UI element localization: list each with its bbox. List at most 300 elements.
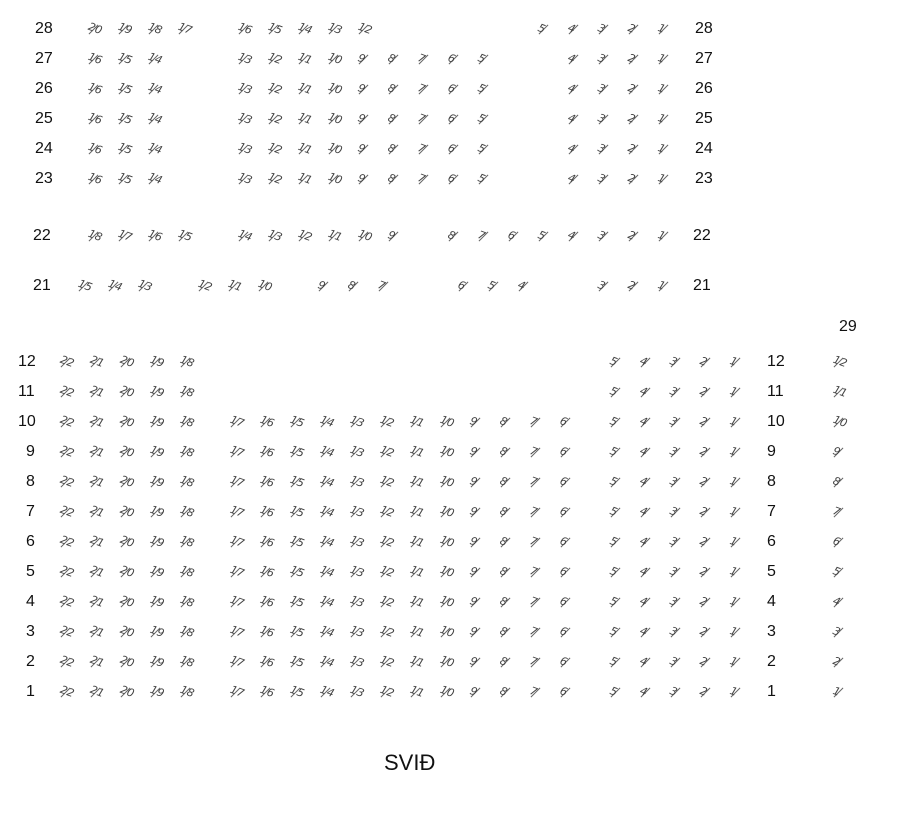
seat[interactable] — [605, 593, 629, 613]
seat[interactable] — [285, 533, 309, 553]
seat[interactable] — [115, 383, 139, 403]
seat[interactable] — [695, 533, 719, 553]
seat[interactable] — [323, 227, 347, 247]
seat[interactable] — [623, 170, 647, 190]
seat[interactable] — [143, 140, 167, 160]
seat[interactable] — [725, 353, 749, 373]
seat[interactable] — [233, 110, 257, 130]
seat[interactable] — [695, 563, 719, 583]
seat[interactable] — [285, 683, 309, 703]
seat[interactable] — [353, 170, 377, 190]
seat[interactable] — [725, 473, 749, 493]
seat[interactable] — [85, 413, 109, 433]
seat[interactable] — [293, 140, 317, 160]
seat[interactable] — [605, 683, 629, 703]
seat[interactable] — [435, 683, 459, 703]
seat[interactable] — [85, 623, 109, 643]
seat[interactable] — [725, 623, 749, 643]
seat[interactable] — [55, 473, 79, 493]
seat[interactable] — [383, 110, 407, 130]
seat[interactable] — [175, 383, 199, 403]
seat[interactable] — [555, 503, 579, 523]
seat[interactable] — [465, 563, 489, 583]
seat[interactable] — [175, 653, 199, 673]
seat[interactable] — [605, 563, 629, 583]
seat[interactable] — [473, 80, 497, 100]
seat[interactable] — [593, 140, 617, 160]
seat[interactable] — [323, 50, 347, 70]
seat[interactable] — [285, 563, 309, 583]
seat[interactable] — [175, 443, 199, 463]
seat[interactable] — [85, 533, 109, 553]
seat[interactable] — [653, 277, 677, 297]
seat[interactable] — [375, 533, 399, 553]
seat[interactable] — [695, 413, 719, 433]
seat[interactable] — [375, 563, 399, 583]
seat[interactable] — [375, 623, 399, 643]
seat[interactable] — [605, 653, 629, 673]
seat[interactable] — [525, 503, 549, 523]
seat[interactable] — [653, 110, 677, 130]
seat[interactable] — [635, 383, 659, 403]
seat[interactable] — [725, 593, 749, 613]
seat[interactable] — [145, 563, 169, 583]
seat[interactable] — [405, 683, 429, 703]
seat[interactable] — [315, 503, 339, 523]
seat[interactable] — [113, 80, 137, 100]
seat[interactable] — [623, 140, 647, 160]
seat[interactable] — [55, 623, 79, 643]
seat[interactable] — [665, 653, 689, 673]
seat[interactable] — [525, 653, 549, 673]
seat[interactable] — [725, 413, 749, 433]
seat[interactable] — [315, 443, 339, 463]
seat[interactable] — [465, 443, 489, 463]
seat[interactable] — [285, 503, 309, 523]
seat[interactable] — [483, 277, 507, 297]
seat[interactable] — [725, 563, 749, 583]
seat[interactable] — [665, 353, 689, 373]
seat[interactable] — [635, 623, 659, 643]
seat[interactable] — [345, 443, 369, 463]
seat[interactable] — [563, 20, 587, 40]
seat[interactable] — [255, 683, 279, 703]
seat[interactable] — [405, 443, 429, 463]
seat[interactable] — [653, 20, 677, 40]
seat[interactable] — [555, 683, 579, 703]
seat[interactable] — [115, 563, 139, 583]
seat[interactable] — [233, 50, 257, 70]
seat[interactable] — [85, 563, 109, 583]
seat[interactable] — [593, 170, 617, 190]
seat[interactable] — [828, 533, 852, 553]
seat[interactable] — [555, 593, 579, 613]
seat[interactable] — [233, 80, 257, 100]
seat[interactable] — [525, 593, 549, 613]
seat[interactable] — [465, 593, 489, 613]
seat[interactable] — [345, 653, 369, 673]
seat[interactable] — [323, 20, 347, 40]
seat[interactable] — [828, 443, 852, 463]
seat[interactable] — [315, 623, 339, 643]
seat[interactable] — [443, 227, 467, 247]
seat[interactable] — [525, 563, 549, 583]
seat[interactable] — [345, 563, 369, 583]
seat[interactable] — [405, 653, 429, 673]
seat[interactable] — [383, 140, 407, 160]
seat[interactable] — [225, 413, 249, 433]
seat[interactable] — [435, 653, 459, 673]
seat[interactable] — [143, 170, 167, 190]
seat[interactable] — [593, 110, 617, 130]
seat[interactable] — [353, 227, 377, 247]
seat[interactable] — [828, 623, 852, 643]
seat[interactable] — [555, 413, 579, 433]
seat[interactable] — [495, 593, 519, 613]
seat[interactable] — [563, 170, 587, 190]
seat[interactable] — [555, 443, 579, 463]
seat[interactable] — [175, 413, 199, 433]
seat[interactable] — [473, 227, 497, 247]
seat[interactable] — [495, 653, 519, 673]
seat[interactable] — [115, 413, 139, 433]
seat[interactable] — [495, 533, 519, 553]
seat[interactable] — [113, 170, 137, 190]
seat[interactable] — [175, 353, 199, 373]
seat[interactable] — [635, 593, 659, 613]
seat[interactable] — [473, 50, 497, 70]
seat[interactable] — [593, 277, 617, 297]
seat[interactable] — [145, 413, 169, 433]
seat[interactable] — [828, 383, 852, 403]
seat[interactable] — [225, 533, 249, 553]
seat[interactable] — [605, 413, 629, 433]
seat[interactable] — [623, 50, 647, 70]
seat[interactable] — [145, 473, 169, 493]
seat[interactable] — [143, 20, 167, 40]
seat[interactable] — [55, 533, 79, 553]
seat[interactable] — [85, 503, 109, 523]
seat[interactable] — [473, 110, 497, 130]
seat[interactable] — [623, 80, 647, 100]
seat[interactable] — [473, 140, 497, 160]
seat[interactable] — [405, 503, 429, 523]
seat[interactable] — [225, 653, 249, 673]
seat[interactable] — [373, 277, 397, 297]
seat[interactable] — [255, 623, 279, 643]
seat[interactable] — [145, 653, 169, 673]
seat[interactable] — [383, 170, 407, 190]
seat[interactable] — [555, 473, 579, 493]
seat[interactable] — [653, 80, 677, 100]
seat[interactable] — [225, 683, 249, 703]
seat[interactable] — [435, 593, 459, 613]
seat[interactable] — [353, 50, 377, 70]
seat[interactable] — [263, 170, 287, 190]
seat[interactable] — [563, 80, 587, 100]
seat[interactable] — [375, 443, 399, 463]
seat[interactable] — [85, 383, 109, 403]
seat[interactable] — [175, 473, 199, 493]
seat[interactable] — [113, 110, 137, 130]
seat[interactable] — [293, 227, 317, 247]
seat[interactable] — [665, 413, 689, 433]
seat[interactable] — [563, 227, 587, 247]
seat[interactable] — [145, 353, 169, 373]
seat[interactable] — [233, 227, 257, 247]
seat[interactable] — [665, 383, 689, 403]
seat[interactable] — [263, 140, 287, 160]
seat[interactable] — [465, 413, 489, 433]
seat[interactable] — [405, 473, 429, 493]
seat[interactable] — [555, 653, 579, 673]
seat[interactable] — [145, 593, 169, 613]
seat[interactable] — [635, 503, 659, 523]
seat[interactable] — [495, 623, 519, 643]
seat[interactable] — [285, 473, 309, 493]
seat[interactable] — [83, 227, 107, 247]
seat[interactable] — [828, 593, 852, 613]
seat[interactable] — [353, 80, 377, 100]
seat[interactable] — [323, 140, 347, 160]
seat[interactable] — [83, 50, 107, 70]
seat[interactable] — [495, 563, 519, 583]
seat[interactable] — [225, 503, 249, 523]
seat[interactable] — [85, 473, 109, 493]
seat[interactable] — [635, 413, 659, 433]
seat[interactable] — [605, 503, 629, 523]
seat[interactable] — [665, 503, 689, 523]
seat[interactable] — [605, 353, 629, 373]
seat[interactable] — [435, 623, 459, 643]
seat[interactable] — [175, 563, 199, 583]
seat[interactable] — [695, 623, 719, 643]
seat[interactable] — [405, 413, 429, 433]
seat[interactable] — [563, 50, 587, 70]
seat[interactable] — [353, 110, 377, 130]
seat[interactable] — [413, 80, 437, 100]
seat[interactable] — [593, 50, 617, 70]
seat[interactable] — [383, 227, 407, 247]
seat[interactable] — [55, 413, 79, 433]
seat[interactable] — [263, 20, 287, 40]
seat[interactable] — [315, 413, 339, 433]
seat[interactable] — [115, 443, 139, 463]
seat[interactable] — [375, 593, 399, 613]
seat[interactable] — [503, 227, 527, 247]
seat[interactable] — [695, 593, 719, 613]
seat[interactable] — [533, 227, 557, 247]
seat[interactable] — [695, 683, 719, 703]
seat[interactable] — [623, 110, 647, 130]
seat[interactable] — [175, 593, 199, 613]
seat[interactable] — [285, 443, 309, 463]
seat[interactable] — [175, 533, 199, 553]
seat[interactable] — [175, 503, 199, 523]
seat[interactable] — [255, 533, 279, 553]
seat[interactable] — [725, 443, 749, 463]
seat[interactable] — [828, 683, 852, 703]
seat[interactable] — [315, 533, 339, 553]
seat[interactable] — [83, 170, 107, 190]
seat[interactable] — [435, 443, 459, 463]
seat[interactable] — [725, 503, 749, 523]
seat[interactable] — [143, 110, 167, 130]
seat[interactable] — [635, 353, 659, 373]
seat[interactable] — [525, 473, 549, 493]
seat[interactable] — [525, 623, 549, 643]
seat[interactable] — [653, 170, 677, 190]
seat[interactable] — [133, 277, 157, 297]
seat[interactable] — [635, 683, 659, 703]
seat[interactable] — [405, 563, 429, 583]
seat[interactable] — [145, 683, 169, 703]
seat[interactable] — [255, 593, 279, 613]
seat[interactable] — [413, 170, 437, 190]
seat[interactable] — [605, 473, 629, 493]
seat[interactable] — [555, 623, 579, 643]
seat[interactable] — [253, 277, 277, 297]
seat[interactable] — [665, 443, 689, 463]
seat[interactable] — [55, 593, 79, 613]
seat[interactable] — [593, 20, 617, 40]
seat[interactable] — [495, 443, 519, 463]
seat[interactable] — [405, 593, 429, 613]
seat[interactable] — [828, 473, 852, 493]
seat[interactable] — [605, 383, 629, 403]
seat[interactable] — [635, 473, 659, 493]
seat[interactable] — [115, 593, 139, 613]
seat[interactable] — [323, 80, 347, 100]
seat[interactable] — [115, 653, 139, 673]
seat[interactable] — [593, 227, 617, 247]
seat[interactable] — [635, 533, 659, 553]
seat[interactable] — [345, 473, 369, 493]
seat[interactable] — [525, 533, 549, 553]
seat[interactable] — [83, 20, 107, 40]
seat[interactable] — [233, 140, 257, 160]
seat[interactable] — [223, 277, 247, 297]
seat[interactable] — [375, 473, 399, 493]
seat[interactable] — [465, 683, 489, 703]
seat[interactable] — [263, 80, 287, 100]
seat[interactable] — [695, 653, 719, 673]
seat[interactable] — [495, 503, 519, 523]
seat[interactable] — [145, 383, 169, 403]
seat[interactable] — [315, 563, 339, 583]
seat[interactable] — [563, 110, 587, 130]
seat[interactable] — [115, 533, 139, 553]
seat[interactable] — [605, 533, 629, 553]
seat[interactable] — [465, 623, 489, 643]
seat[interactable] — [435, 473, 459, 493]
seat[interactable] — [665, 683, 689, 703]
seat[interactable] — [413, 50, 437, 70]
seat[interactable] — [113, 50, 137, 70]
seat[interactable] — [55, 563, 79, 583]
seat[interactable] — [315, 593, 339, 613]
seat[interactable] — [555, 533, 579, 553]
seat[interactable] — [353, 140, 377, 160]
seat[interactable] — [828, 503, 852, 523]
seat[interactable] — [653, 140, 677, 160]
seat[interactable] — [695, 503, 719, 523]
seat[interactable] — [413, 110, 437, 130]
seat[interactable] — [345, 593, 369, 613]
seat[interactable] — [293, 170, 317, 190]
seat[interactable] — [143, 80, 167, 100]
seat[interactable] — [605, 623, 629, 643]
seat[interactable] — [383, 50, 407, 70]
seat[interactable] — [725, 653, 749, 673]
seat[interactable] — [345, 533, 369, 553]
seat[interactable] — [465, 503, 489, 523]
seat[interactable] — [593, 80, 617, 100]
seat[interactable] — [465, 473, 489, 493]
seat[interactable] — [665, 563, 689, 583]
seat[interactable] — [345, 623, 369, 643]
seat[interactable] — [453, 277, 477, 297]
seat[interactable] — [113, 20, 137, 40]
seat[interactable] — [285, 653, 309, 673]
seat[interactable] — [413, 140, 437, 160]
seat[interactable] — [83, 140, 107, 160]
seat[interactable] — [665, 533, 689, 553]
seat[interactable] — [85, 653, 109, 673]
seat[interactable] — [55, 653, 79, 673]
seat[interactable] — [525, 683, 549, 703]
seat[interactable] — [828, 413, 852, 433]
seat[interactable] — [443, 170, 467, 190]
seat[interactable] — [665, 593, 689, 613]
seat[interactable] — [115, 683, 139, 703]
seat[interactable] — [353, 20, 377, 40]
seat[interactable] — [435, 533, 459, 553]
seat[interactable] — [665, 623, 689, 643]
seat[interactable] — [828, 653, 852, 673]
seat[interactable] — [173, 20, 197, 40]
seat[interactable] — [83, 80, 107, 100]
seat[interactable] — [653, 50, 677, 70]
seat[interactable] — [435, 563, 459, 583]
seat[interactable] — [115, 623, 139, 643]
seat[interactable] — [623, 227, 647, 247]
seat[interactable] — [665, 473, 689, 493]
seat[interactable] — [143, 227, 167, 247]
seat[interactable] — [375, 683, 399, 703]
seat[interactable] — [115, 503, 139, 523]
seat[interactable] — [285, 413, 309, 433]
seat[interactable] — [113, 140, 137, 160]
seat[interactable] — [495, 683, 519, 703]
seat[interactable] — [323, 110, 347, 130]
seat[interactable] — [55, 683, 79, 703]
seat[interactable] — [255, 473, 279, 493]
seat[interactable] — [55, 383, 79, 403]
seat[interactable] — [828, 353, 852, 373]
seat[interactable] — [263, 50, 287, 70]
seat[interactable] — [145, 623, 169, 643]
seat[interactable] — [55, 503, 79, 523]
seat[interactable] — [635, 653, 659, 673]
seat[interactable] — [85, 593, 109, 613]
seat[interactable] — [255, 563, 279, 583]
seat[interactable] — [635, 563, 659, 583]
seat[interactable] — [323, 170, 347, 190]
seat[interactable] — [115, 473, 139, 493]
seat[interactable] — [103, 277, 127, 297]
seat[interactable] — [443, 140, 467, 160]
